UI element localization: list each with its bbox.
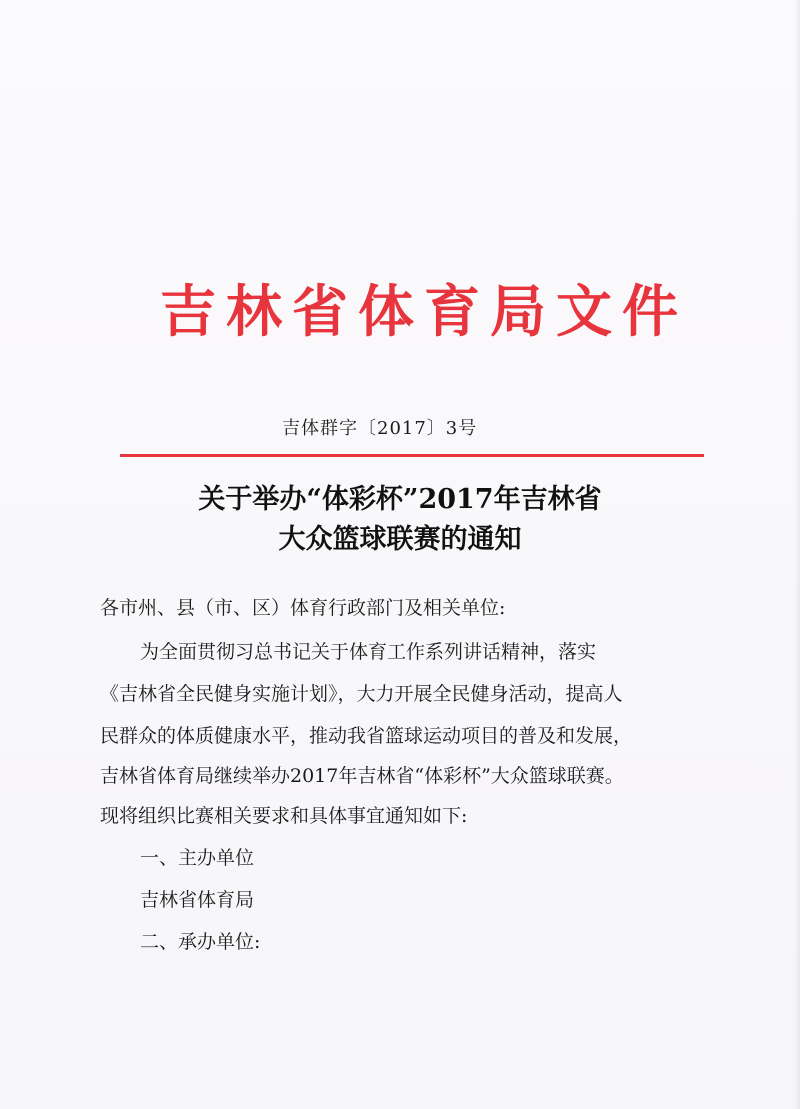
section-2-heading: 二、承办单位: [140, 931, 261, 953]
paragraph-1-line-1: 为全面贯彻习总书记关于体育工作系列讲话精神，落实 [140, 641, 597, 663]
salutation: 各市州、县（市、区）体育行政部门及相关单位: [100, 597, 506, 619]
notice-title-line-2: 大众篮球联赛的通知 [278, 524, 522, 555]
paragraph-1-line-5: 现将组织比赛相关要求和具体事宜通知如下: [100, 805, 468, 827]
section-1-heading: 一、主办单位 [140, 847, 255, 869]
paragraph-1-line-3: 民群众的体质健康水平，推动我省篮球运动项目的普及和发展， [100, 725, 633, 747]
notice-title [100, 480, 700, 560]
paragraph-1-line-2: 《吉林省全民健身实施计划》，大力开展全民健身活动，提高人 [100, 683, 623, 705]
header-red-rule [120, 454, 704, 457]
paragraph-1-line-4: 吉林省体育局继续举办2017年吉林省“体彩杯”大众篮球联赛。 [100, 765, 624, 787]
document-header-title: 吉林省体育局文件 [160, 279, 688, 345]
notice-title-line-1: 关于举办“体彩杯”2017年吉林省 [198, 484, 602, 515]
page-shadow-edge [794, 0, 800, 1109]
document-number: 吉体群字〔2017〕3号 [282, 418, 478, 439]
section-1-content: 吉林省体育局 [140, 889, 255, 911]
